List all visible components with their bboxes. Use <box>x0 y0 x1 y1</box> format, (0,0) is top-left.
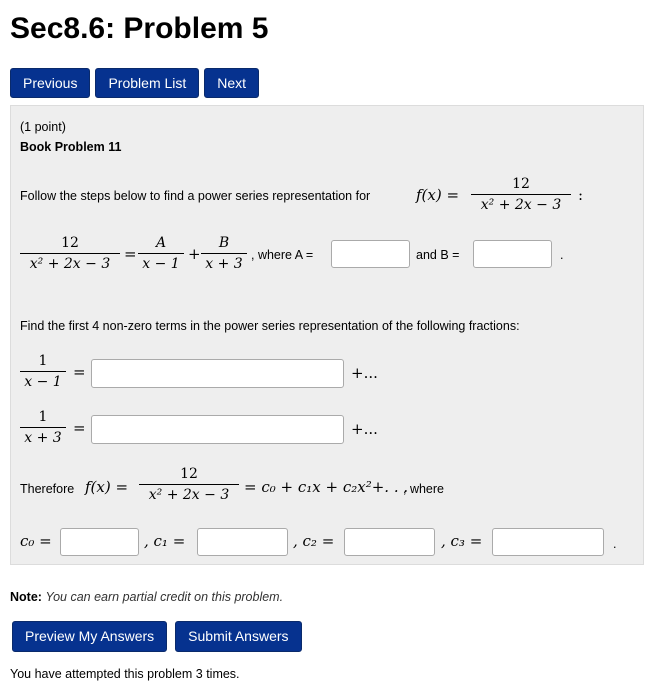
answer-b-input[interactable] <box>473 240 552 268</box>
book-problem-label: Book Problem 11 <box>20 140 122 154</box>
points-label: (1 point) <box>20 120 66 134</box>
series-expression: = c₀ + c₁x + c₂x²+. . . <box>244 478 409 496</box>
period-2: . <box>613 537 617 551</box>
answer-a-input[interactable] <box>331 240 410 268</box>
fraction-a <box>138 234 184 273</box>
preview-answers-button[interactable]: Preview My Answers <box>12 621 167 652</box>
frac2-bar <box>20 427 66 428</box>
fraction-1-over-x-plus-3 <box>20 408 66 447</box>
plus-dots-2: +... <box>351 420 378 438</box>
frac1-numerator: 1 <box>38 353 48 369</box>
fraction-bar <box>471 194 571 195</box>
page-title: Sec8.6: Problem 5 <box>10 12 269 45</box>
plus-dots-1: +... <box>351 364 378 382</box>
note-label: Note: <box>10 590 42 604</box>
c3-label: , c₃ = <box>441 532 483 550</box>
c2-label: , c₂ = <box>293 532 335 550</box>
find-terms-text: Find the first 4 non-zero terms in the power series representation of the following fractions: <box>20 319 520 333</box>
series-2-input[interactable] <box>91 415 344 444</box>
frac2-numerator: 1 <box>38 409 48 425</box>
therefore-label: Therefore <box>20 482 75 496</box>
c1-label: , c₁ = <box>144 532 186 550</box>
therefore-numerator: 12 <box>180 466 198 482</box>
a-numerator: A <box>155 235 167 251</box>
fx-label: f(x) = <box>416 186 460 204</box>
series-1-input[interactable] <box>91 359 344 388</box>
c3-input[interactable] <box>492 528 604 556</box>
plus-sign: + <box>188 245 201 263</box>
where-a-label: , where A = <box>251 248 314 262</box>
equals-sign: = <box>124 245 137 263</box>
frac1-denominator: x − 1 <box>24 374 62 390</box>
b-bar <box>201 253 247 254</box>
partial-lhs-fraction <box>20 234 120 273</box>
and-b-label: and B = <box>416 248 460 262</box>
therefore-fraction <box>139 465 239 504</box>
lhs-numerator: 12 <box>61 235 79 251</box>
c0-input[interactable] <box>60 528 139 556</box>
fraction-b <box>201 234 247 273</box>
submission-buttons <box>12 621 302 652</box>
b-denominator: x + 3 <box>205 256 243 272</box>
attempts-text: You have attempted this problem 3 times. <box>10 667 240 681</box>
note <box>10 590 283 604</box>
therefore-bar <box>139 484 239 485</box>
where-label: , where <box>403 482 444 496</box>
lhs-denominator: x² + 2x − 3 <box>29 256 111 272</box>
colon: : <box>578 186 584 204</box>
fraction-1-over-x-minus-1 <box>20 352 66 391</box>
fraction-numerator: 12 <box>512 176 530 192</box>
equals-sign-1: = <box>73 363 86 381</box>
frac2-denominator: x + 3 <box>24 430 62 446</box>
lhs-bar <box>20 253 120 254</box>
submit-answers-button[interactable]: Submit Answers <box>175 621 301 652</box>
note-text: You can earn partial credit on this problem. <box>45 590 284 604</box>
a-denominator: x − 1 <box>142 256 180 272</box>
fraction-denominator: x² + 2x − 3 <box>480 197 562 213</box>
c2-input[interactable] <box>344 528 435 556</box>
frac1-bar <box>20 371 66 372</box>
therefore-denominator: x² + 2x − 3 <box>148 487 230 503</box>
c0-label: c₀ = <box>20 532 52 550</box>
b-numerator: B <box>218 235 230 251</box>
problem-navigation <box>10 68 259 98</box>
c1-input[interactable] <box>197 528 288 556</box>
instructions-text: Follow the steps below to find a power series representation for <box>20 189 371 203</box>
next-button[interactable]: Next <box>204 68 259 98</box>
previous-button[interactable]: Previous <box>10 68 90 98</box>
problem-list-button[interactable]: Problem List <box>95 68 199 98</box>
equals-sign-2: = <box>73 419 86 437</box>
target-fraction <box>471 175 571 214</box>
problem-panel <box>10 105 644 565</box>
period: . <box>560 248 564 262</box>
a-bar <box>138 253 184 254</box>
fx-label-2: f(x) = <box>85 478 129 496</box>
